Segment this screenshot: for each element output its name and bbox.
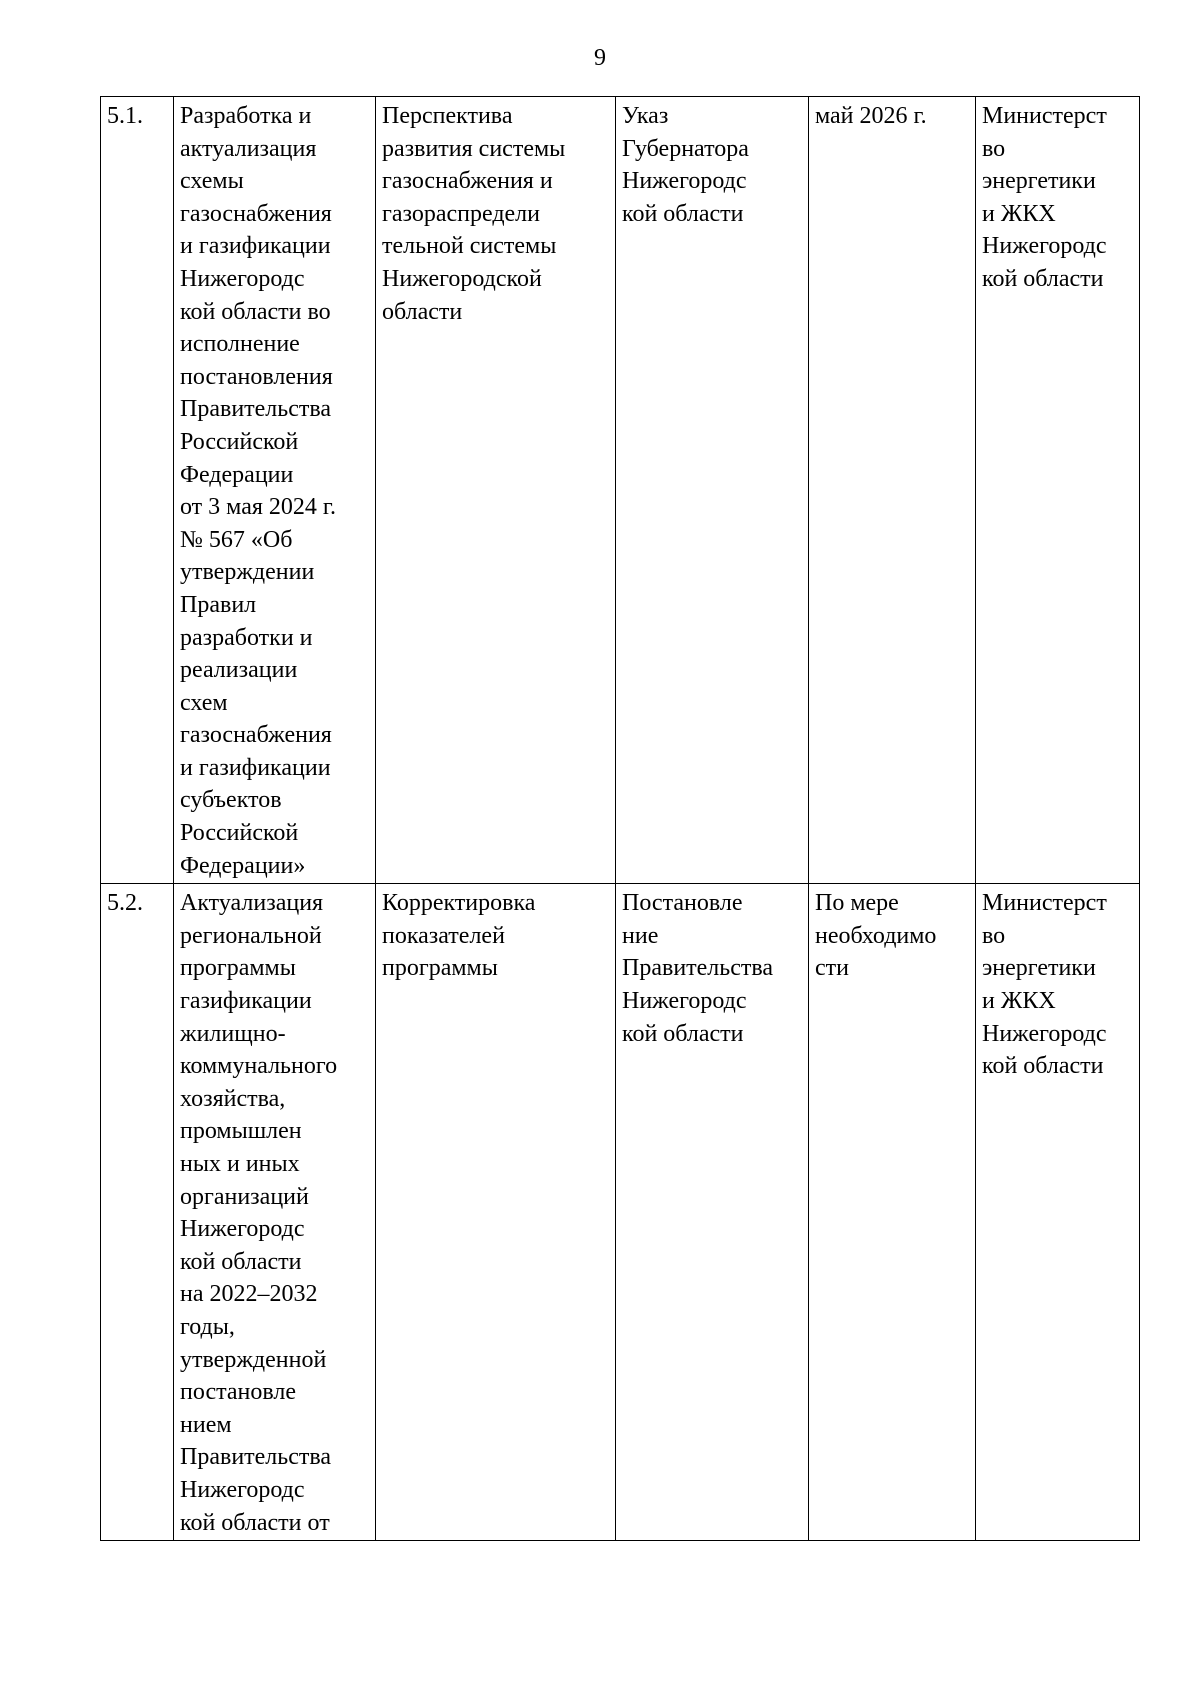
item-number: 5.1.	[107, 103, 143, 129]
result-text: Корректировка показателей программы	[382, 890, 536, 982]
item-number-cell	[101, 884, 174, 1541]
activity-cell	[174, 97, 376, 884]
item-number: 5.2.	[107, 890, 143, 917]
document-text: Постановле ние Правительства Нижегородс кой области	[622, 890, 774, 1047]
result-cell	[376, 97, 616, 884]
responsible-cell	[976, 97, 1140, 884]
measures-table	[100, 96, 1140, 1541]
table-row	[101, 97, 1140, 884]
page-number: 9	[594, 45, 606, 71]
responsible-text: Министерст во энергетики и ЖКХ Нижегородс кой области	[982, 890, 1107, 1080]
deadline-cell	[809, 97, 976, 884]
deadline-cell	[809, 884, 976, 1541]
document-cell	[616, 884, 809, 1541]
activity-text: Разработка и актуализация схемы газоснабжения и газификации Нижегородс кой области во исполнение постановления Правительства Российской Федерации от 3 мая 2024 г. № 567 «Об утверждении Правил разработки и реализации схем газоснабжения и газификации субъектов Российской Федерации»	[180, 103, 337, 879]
document-cell	[616, 97, 809, 884]
deadline-text: май 2026 г.	[815, 103, 927, 129]
activity-cell	[174, 884, 376, 1541]
document-text: Указ Губернатора Нижегородс кой области	[622, 103, 749, 227]
activity-text: Актуализация региональной программы газификации жилищно- коммунального хозяйства, промышлен ных и иных организаций Нижегородс кой области на 2022–2032 годы, утвержденной постановле нием Правительства Нижегородс кой области от	[180, 890, 338, 1536]
table-row	[101, 884, 1140, 1541]
result-text: Перспектива развития системы газоснабжения и газораспредели тельной системы Нижегородской области	[382, 103, 566, 325]
deadline-text: По мере необходимо сти	[815, 890, 937, 982]
responsible-text: Министерст во энергетики и ЖКХ Нижегородс кой области	[982, 103, 1107, 292]
item-number-cell	[101, 97, 174, 884]
result-cell	[376, 884, 616, 1541]
responsible-cell	[976, 884, 1140, 1541]
